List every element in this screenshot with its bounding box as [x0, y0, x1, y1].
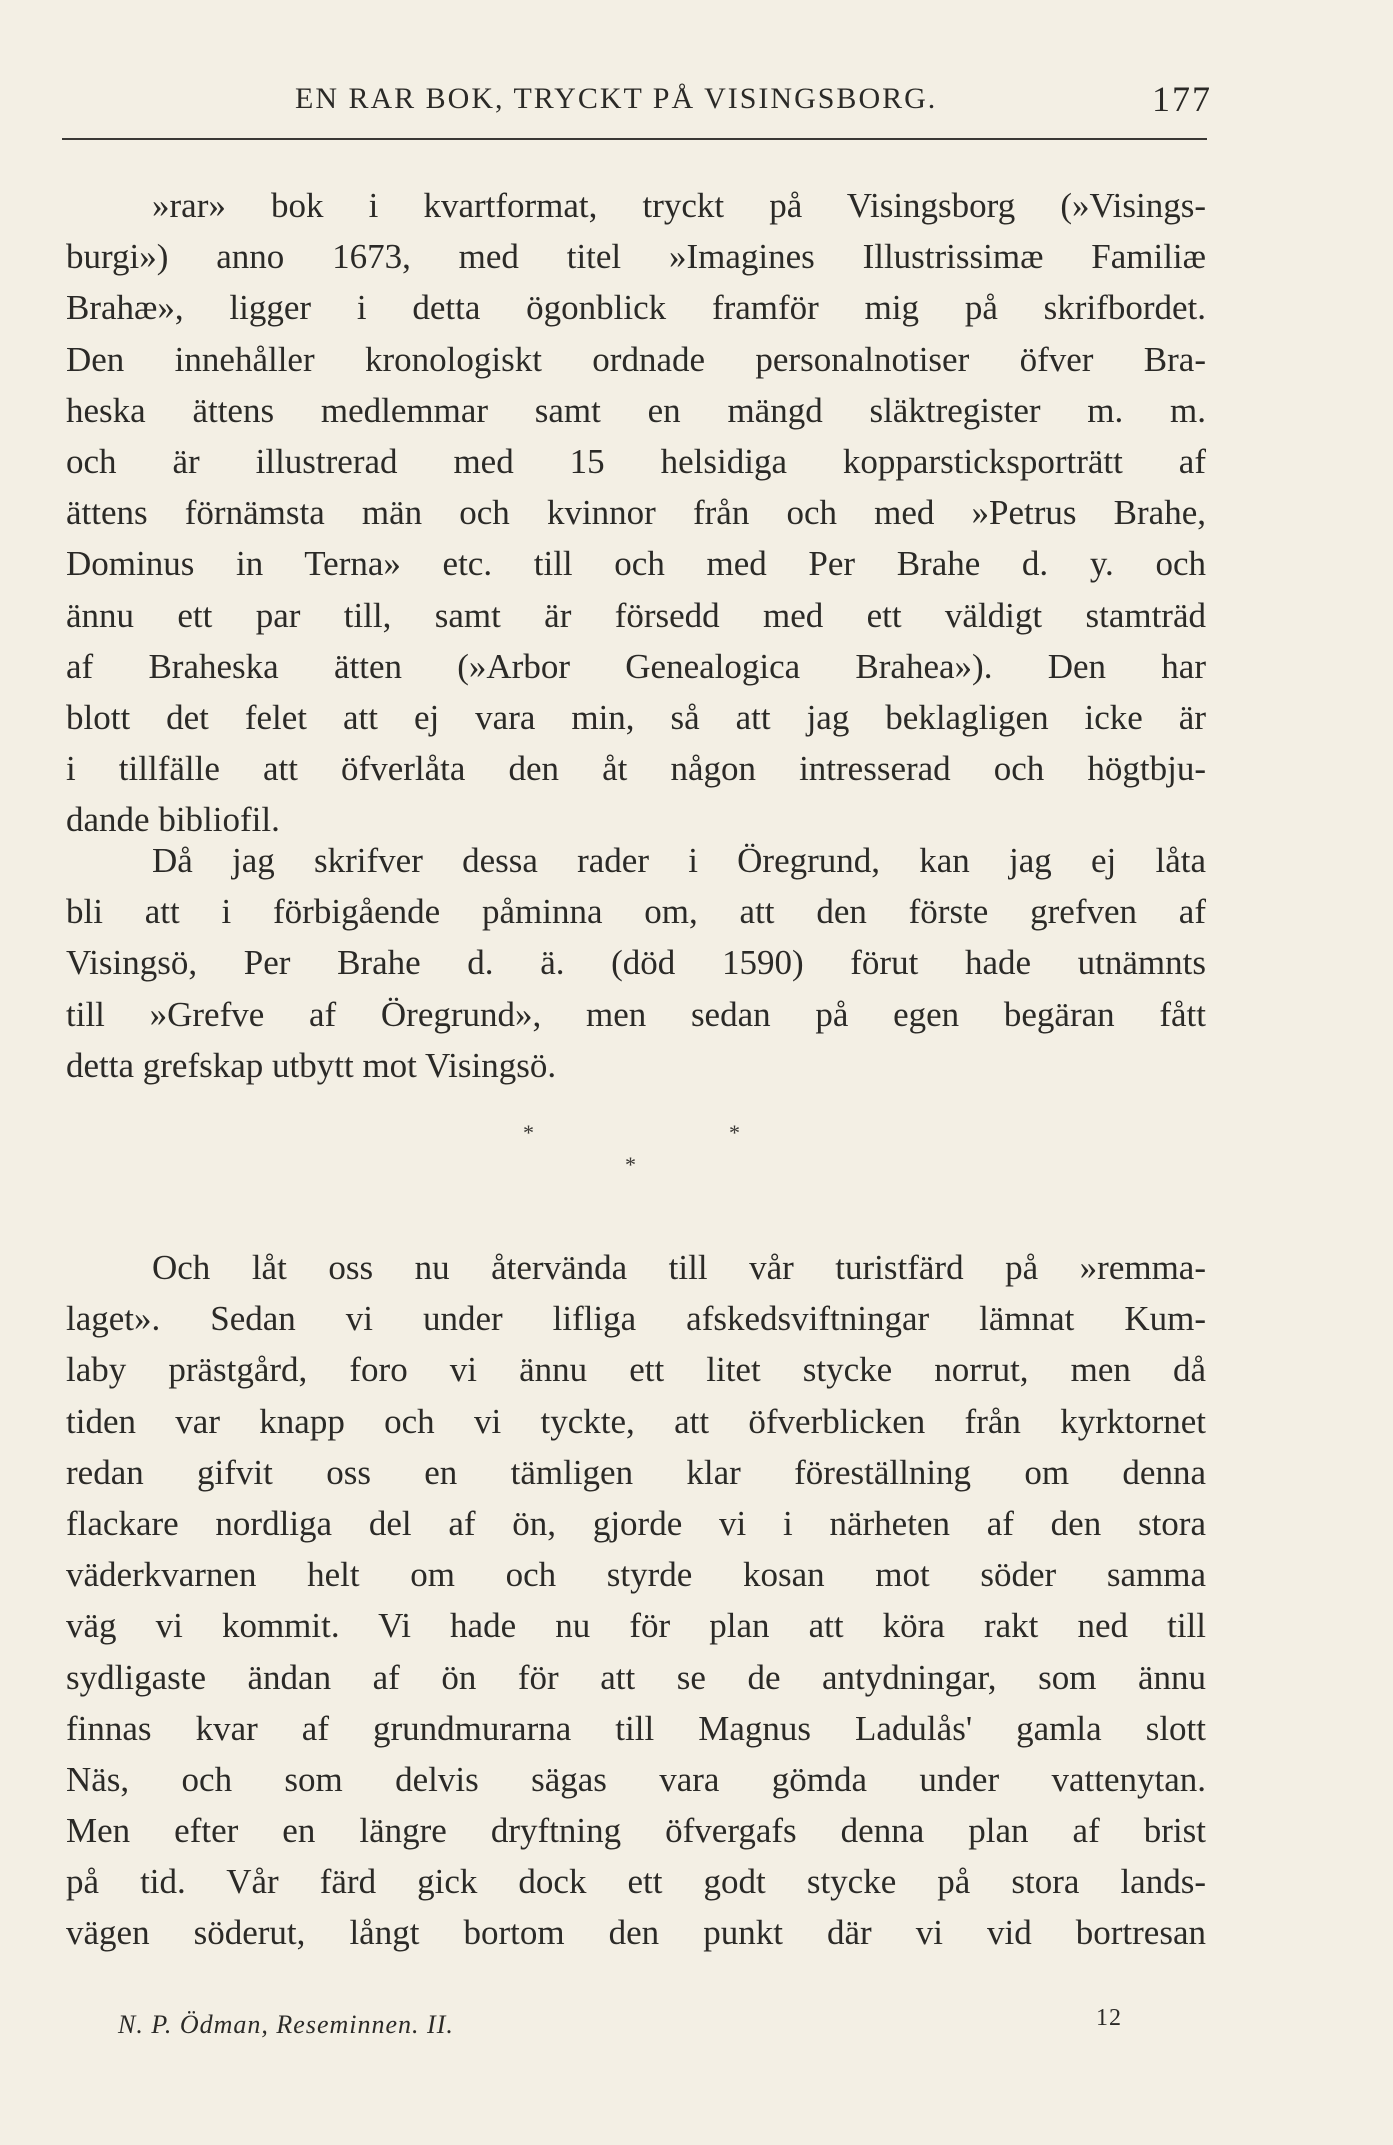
text-line: »rar» bok i kvartformat, tryckt på Visingsborg (»Visings-: [152, 186, 1206, 225]
page-number: 177: [1152, 79, 1212, 119]
text-line: Den innehåller kronologiskt ordnade personalnotiser öfver Bra-: [66, 339, 1206, 379]
text-line: ättens förnämsta män och kvinnor från och med »Petrus Brahe,: [66, 493, 1206, 533]
asterisk-mark: *: [523, 1120, 534, 1145]
text-line: Visingsö, Per Brahe d. ä. (död 1590) förut hade utnämnts: [66, 943, 1206, 983]
text-line: sydligaste ändan af ön för att se de antydningar, som ännu: [66, 1657, 1206, 1697]
text-line: till »Grefve af Öregrund», men sedan på egen begäran fått: [66, 994, 1206, 1034]
paragraph-2: [66, 835, 1206, 1091]
text-line: blott det felet att ej vara min, så att jag beklagligen icke är: [66, 697, 1206, 737]
running-title: EN RAR BOK, TRYCKT PÅ VISINGSBORG.: [295, 82, 938, 115]
text-line: finnas kvar af grundmurarna till Magnus Ladulås' gamla slott: [66, 1708, 1206, 1748]
asterisk-mark: *: [729, 1120, 740, 1145]
text-line: Dominus in Terna» etc. till och med Per Brahe d. y. och: [66, 544, 1206, 584]
paragraph-1: [66, 180, 1206, 845]
text-line: väderkvarnen helt om och styrde kosan mot söder samma: [66, 1555, 1206, 1595]
running-header: [60, 79, 1212, 132]
asterisk-mark: *: [625, 1152, 636, 1177]
text-line: Då jag skrifver dessa rader i Öregrund, kan jag ej låta: [152, 841, 1206, 880]
text-line: ännu ett par till, samt är försedd med ett väldigt stamträd: [66, 595, 1206, 635]
text-line: burgi») anno 1673, med titel »Imagines Illustrissimæ Familiæ: [66, 237, 1206, 277]
text-line: vägen söderut, långt bortom den punkt där vi vid bortresan: [66, 1913, 1206, 1953]
text-line: flackare nordliga del af ön, gjorde vi i närheten af den stora: [66, 1503, 1206, 1543]
text-line: detta grefskap utbytt mot Visingsö.: [66, 1045, 557, 1085]
signature-line: N. P. Ödman, Reseminnen. II.: [118, 2010, 454, 2039]
header-rule: [62, 138, 1207, 140]
sheet-number: 12: [1096, 2005, 1122, 2031]
text-line: i tillfälle att öfverlåta den åt någon intresserad och högtbju-: [66, 749, 1206, 789]
text-line: och är illustrerad med 15 helsidiga kopparsticksporträtt af: [66, 441, 1206, 481]
text-line: Och låt oss nu återvända till vår turistfärd på »remma-: [152, 1248, 1206, 1287]
text-line: laget». Sedan vi under lifliga afskedsviftningar lämnat Kum-: [66, 1299, 1206, 1339]
text-line: bli att i förbigående påminna om, att den förste grefven af: [66, 892, 1206, 932]
text-line: Näs, och som delvis sägas vara gömda under vattenytan.: [66, 1759, 1206, 1799]
text-line: Brahæ», ligger i detta ögonblick framför mig på skrifbordet.: [66, 288, 1206, 328]
text-line: tiden var knapp och vi tyckte, att öfverblicken från kyrktornet: [66, 1401, 1206, 1441]
text-line: Men efter en längre dryftning öfvergafs denna plan af brist: [66, 1811, 1206, 1851]
text-line: dande bibliofil.: [66, 800, 280, 840]
text-line: väg vi kommit. Vi hade nu för plan att köra rakt ned till: [66, 1606, 1206, 1646]
section-break-asterism: [0, 1120, 1393, 1180]
paragraph-3: [66, 1242, 1206, 1959]
text-line: af Braheska ätten (»Arbor Genealogica Brahea»). Den har: [66, 646, 1206, 686]
text-line: laby prästgård, foro vi ännu ett litet stycke norrut, men då: [66, 1350, 1206, 1390]
text-line: heska ättens medlemmar samt en mängd släktregister m. m.: [66, 390, 1206, 430]
text-line: på tid. Vår färd gick dock ett godt stycke på stora lands-: [66, 1862, 1206, 1902]
text-line: redan gifvit oss en tämligen klar föreställning om denna: [66, 1452, 1206, 1492]
